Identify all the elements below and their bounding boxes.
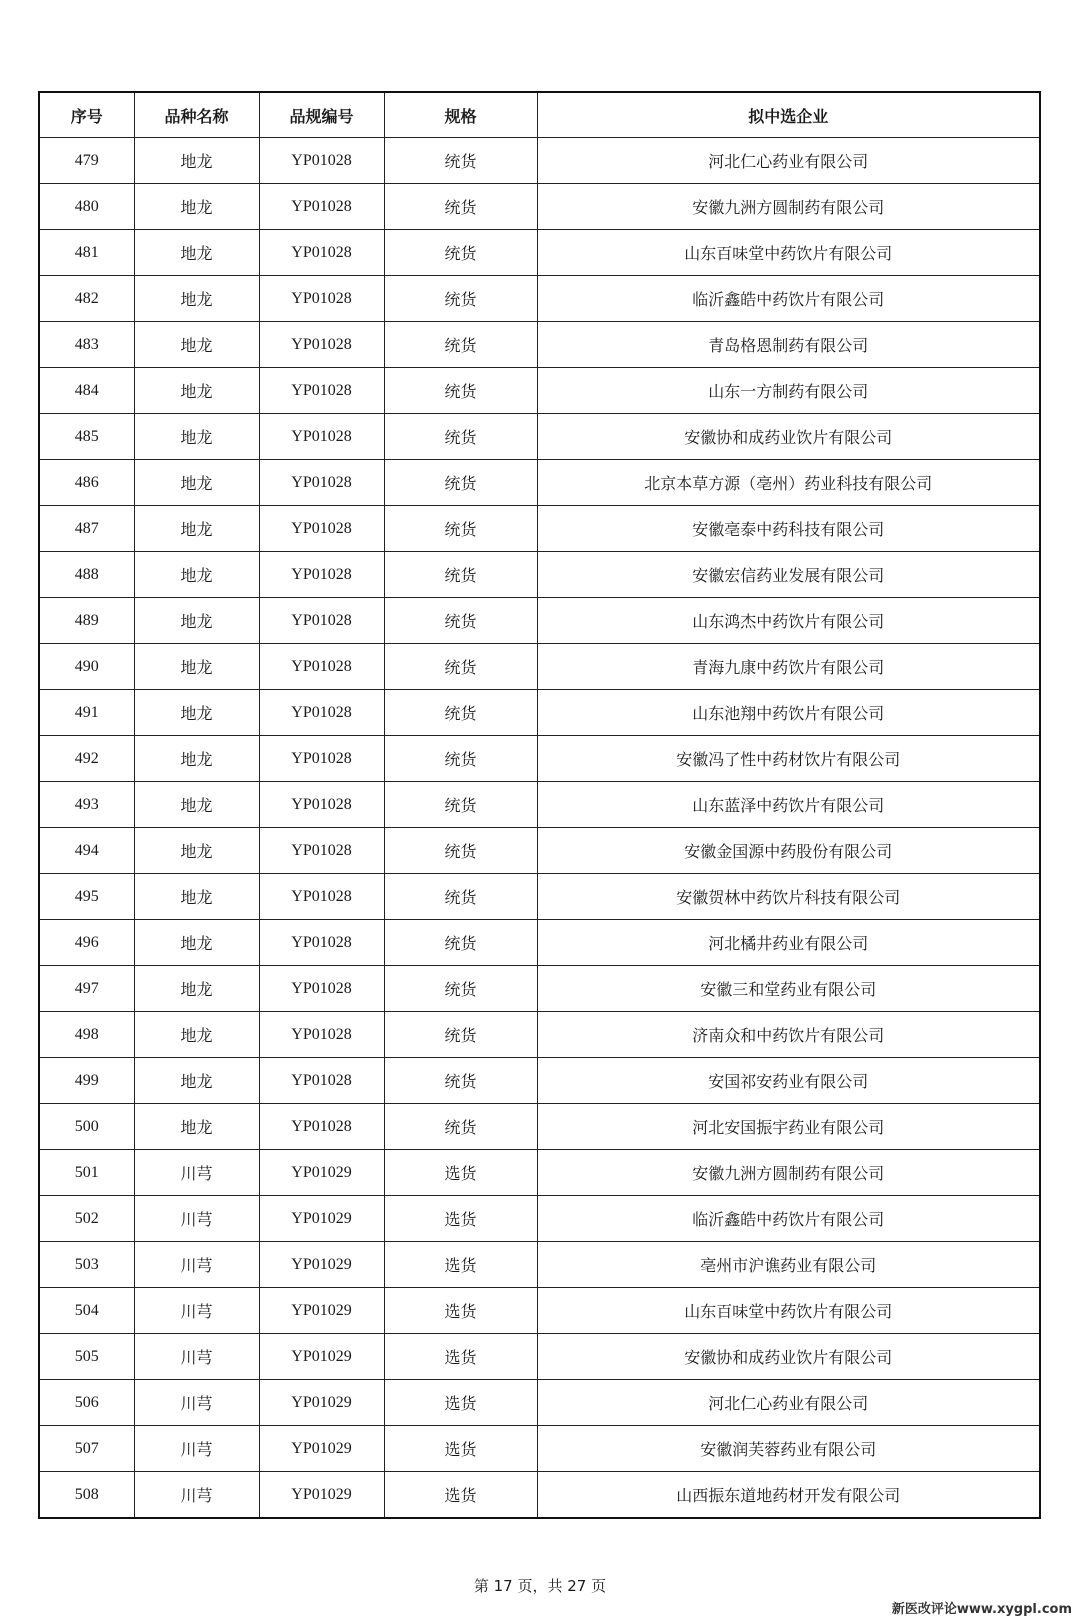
cell-company: 安徽润芙蓉药业有限公司	[537, 1426, 1040, 1472]
cell-spec-code: YP01029	[259, 1380, 384, 1426]
cell-spec-code: YP01028	[259, 138, 384, 184]
table-row	[39, 1104, 1040, 1150]
cell-spec-code: YP01028	[259, 322, 384, 368]
cell-company: 山西振东道地药材开发有限公司	[537, 1472, 1040, 1519]
cell-variety-name: 地龙	[134, 184, 259, 230]
cell-company: 安徽九洲方圆制药有限公司	[537, 184, 1040, 230]
results-table	[38, 91, 1041, 1519]
watermark-text: 新医改评论www.xygpl.com	[891, 1602, 1072, 1617]
cell-spec-code: YP01028	[259, 1012, 384, 1058]
page-number-text: 第 17 页，共 27 页	[473, 1577, 607, 1595]
cell-specification: 选货	[384, 1150, 537, 1196]
cell-index: 490	[39, 644, 134, 690]
table-row	[39, 414, 1040, 460]
cell-index: 500	[39, 1104, 134, 1150]
cell-company: 河北安国振宇药业有限公司	[537, 1104, 1040, 1150]
cell-specification: 统货	[384, 966, 537, 1012]
cell-index: 483	[39, 322, 134, 368]
cell-index: 506	[39, 1380, 134, 1426]
cell-spec-code: YP01028	[259, 920, 384, 966]
cell-company: 山东百味堂中药饮片有限公司	[537, 1288, 1040, 1334]
cell-specification: 统货	[384, 736, 537, 782]
cell-index: 482	[39, 276, 134, 322]
cell-variety-name: 川芎	[134, 1472, 259, 1519]
cell-spec-code: YP01028	[259, 184, 384, 230]
cell-company: 北京本草方源（亳州）药业科技有限公司	[537, 460, 1040, 506]
cell-spec-code: YP01029	[259, 1334, 384, 1380]
cell-spec-code: YP01029	[259, 1288, 384, 1334]
cell-spec-code: YP01028	[259, 552, 384, 598]
cell-spec-code: YP01028	[259, 966, 384, 1012]
cell-variety-name: 地龙	[134, 230, 259, 276]
header-selected-company: 拟中选企业	[537, 92, 1040, 138]
cell-variety-name: 川芎	[134, 1380, 259, 1426]
cell-index: 495	[39, 874, 134, 920]
cell-company: 青海九康中药饮片有限公司	[537, 644, 1040, 690]
cell-index: 486	[39, 460, 134, 506]
cell-spec-code: YP01028	[259, 828, 384, 874]
cell-spec-code: YP01029	[259, 1472, 384, 1519]
table-row	[39, 1150, 1040, 1196]
cell-index: 505	[39, 1334, 134, 1380]
cell-index: 480	[39, 184, 134, 230]
cell-index: 507	[39, 1426, 134, 1472]
cell-index: 484	[39, 368, 134, 414]
cell-specification: 统货	[384, 368, 537, 414]
cell-index: 489	[39, 598, 134, 644]
cell-spec-code: YP01029	[259, 1150, 384, 1196]
cell-company: 河北橘井药业有限公司	[537, 920, 1040, 966]
cell-company: 青岛格恩制药有限公司	[537, 322, 1040, 368]
cell-specification: 选货	[384, 1242, 537, 1288]
cell-specification: 统货	[384, 230, 537, 276]
cell-spec-code: YP01028	[259, 644, 384, 690]
cell-company: 安徽协和成药业饮片有限公司	[537, 1334, 1040, 1380]
cell-company: 山东蓝泽中药饮片有限公司	[537, 782, 1040, 828]
cell-specification: 选货	[384, 1380, 537, 1426]
table-row	[39, 184, 1040, 230]
cell-index: 488	[39, 552, 134, 598]
cell-specification: 统货	[384, 1104, 537, 1150]
cell-variety-name: 地龙	[134, 322, 259, 368]
table-row	[39, 598, 1040, 644]
cell-company: 安徽宏信药业发展有限公司	[537, 552, 1040, 598]
cell-index: 491	[39, 690, 134, 736]
table-row	[39, 1334, 1040, 1380]
header-spec-code: 品规编号	[259, 92, 384, 138]
table-row	[39, 1058, 1040, 1104]
results-table-container	[38, 91, 1039, 1519]
cell-company: 安徽协和成药业饮片有限公司	[537, 414, 1040, 460]
table-row	[39, 322, 1040, 368]
cell-spec-code: YP01028	[259, 460, 384, 506]
cell-spec-code: YP01028	[259, 1104, 384, 1150]
cell-variety-name: 地龙	[134, 368, 259, 414]
cell-company: 安徽亳泰中药科技有限公司	[537, 506, 1040, 552]
cell-spec-code: YP01028	[259, 414, 384, 460]
cell-variety-name: 川芎	[134, 1196, 259, 1242]
cell-specification: 统货	[384, 782, 537, 828]
cell-spec-code: YP01028	[259, 598, 384, 644]
table-row	[39, 368, 1040, 414]
table-row	[39, 552, 1040, 598]
table-row	[39, 736, 1040, 782]
cell-specification: 统货	[384, 920, 537, 966]
cell-spec-code: YP01028	[259, 506, 384, 552]
cell-company: 河北仁心药业有限公司	[537, 1380, 1040, 1426]
cell-company: 临沂鑫皓中药饮片有限公司	[537, 276, 1040, 322]
page-footer	[0, 1575, 1080, 1596]
cell-variety-name: 地龙	[134, 644, 259, 690]
cell-spec-code: YP01029	[259, 1196, 384, 1242]
table-row	[39, 1426, 1040, 1472]
cell-specification: 统货	[384, 184, 537, 230]
cell-company: 山东池翔中药饮片有限公司	[537, 690, 1040, 736]
table-row	[39, 644, 1040, 690]
table-row	[39, 460, 1040, 506]
cell-specification: 统货	[384, 506, 537, 552]
cell-company: 安国祁安药业有限公司	[537, 1058, 1040, 1104]
cell-specification: 统货	[384, 828, 537, 874]
cell-index: 487	[39, 506, 134, 552]
cell-specification: 统货	[384, 138, 537, 184]
cell-specification: 统货	[384, 1012, 537, 1058]
table-row	[39, 920, 1040, 966]
cell-spec-code: YP01028	[259, 736, 384, 782]
cell-variety-name: 地龙	[134, 920, 259, 966]
table-row	[39, 1288, 1040, 1334]
table-row	[39, 138, 1040, 184]
table-row	[39, 1380, 1040, 1426]
table-body	[39, 138, 1040, 1519]
cell-spec-code: YP01028	[259, 782, 384, 828]
cell-specification: 统货	[384, 1058, 537, 1104]
cell-company: 安徽三和堂药业有限公司	[537, 966, 1040, 1012]
cell-index: 485	[39, 414, 134, 460]
cell-specification: 选货	[384, 1426, 537, 1472]
cell-index: 494	[39, 828, 134, 874]
cell-variety-name: 地龙	[134, 1012, 259, 1058]
cell-spec-code: YP01028	[259, 276, 384, 322]
cell-spec-code: YP01029	[259, 1242, 384, 1288]
cell-index: 493	[39, 782, 134, 828]
cell-variety-name: 地龙	[134, 1104, 259, 1150]
cell-variety-name: 川芎	[134, 1426, 259, 1472]
table-row	[39, 230, 1040, 276]
cell-variety-name: 川芎	[134, 1150, 259, 1196]
cell-index: 479	[39, 138, 134, 184]
table-row	[39, 1012, 1040, 1058]
cell-specification: 统货	[384, 874, 537, 920]
cell-index: 503	[39, 1242, 134, 1288]
table-row	[39, 828, 1040, 874]
table-row	[39, 782, 1040, 828]
cell-specification: 统货	[384, 690, 537, 736]
cell-variety-name: 川芎	[134, 1242, 259, 1288]
cell-variety-name: 地龙	[134, 966, 259, 1012]
table-row	[39, 1242, 1040, 1288]
cell-specification: 选货	[384, 1472, 537, 1519]
cell-variety-name: 地龙	[134, 736, 259, 782]
cell-index: 504	[39, 1288, 134, 1334]
cell-variety-name: 地龙	[134, 460, 259, 506]
cell-variety-name: 地龙	[134, 598, 259, 644]
cell-spec-code: YP01029	[259, 1426, 384, 1472]
cell-specification: 统货	[384, 414, 537, 460]
cell-variety-name: 地龙	[134, 828, 259, 874]
header-index: 序号	[39, 92, 134, 138]
cell-spec-code: YP01028	[259, 230, 384, 276]
cell-index: 496	[39, 920, 134, 966]
cell-index: 499	[39, 1058, 134, 1104]
cell-specification: 统货	[384, 598, 537, 644]
cell-index: 501	[39, 1150, 134, 1196]
cell-index: 502	[39, 1196, 134, 1242]
cell-index: 492	[39, 736, 134, 782]
cell-spec-code: YP01028	[259, 1058, 384, 1104]
cell-index: 508	[39, 1472, 134, 1519]
cell-company: 安徽冯了性中药材饮片有限公司	[537, 736, 1040, 782]
header-specification: 规格	[384, 92, 537, 138]
cell-variety-name: 地龙	[134, 276, 259, 322]
cell-variety-name: 地龙	[134, 1058, 259, 1104]
table-row	[39, 690, 1040, 736]
table-row	[39, 966, 1040, 1012]
cell-specification: 统货	[384, 322, 537, 368]
table-row	[39, 1196, 1040, 1242]
cell-variety-name: 地龙	[134, 552, 259, 598]
cell-company: 济南众和中药饮片有限公司	[537, 1012, 1040, 1058]
cell-specification: 统货	[384, 276, 537, 322]
cell-company: 山东一方制药有限公司	[537, 368, 1040, 414]
table-row	[39, 874, 1040, 920]
cell-variety-name: 川芎	[134, 1288, 259, 1334]
cell-company: 山东百味堂中药饮片有限公司	[537, 230, 1040, 276]
cell-variety-name: 川芎	[134, 1334, 259, 1380]
cell-spec-code: YP01028	[259, 368, 384, 414]
cell-variety-name: 地龙	[134, 690, 259, 736]
cell-company: 安徽金国源中药股份有限公司	[537, 828, 1040, 874]
cell-variety-name: 地龙	[134, 138, 259, 184]
cell-index: 498	[39, 1012, 134, 1058]
cell-variety-name: 地龙	[134, 874, 259, 920]
cell-variety-name: 地龙	[134, 506, 259, 552]
cell-specification: 选货	[384, 1196, 537, 1242]
cell-variety-name: 地龙	[134, 414, 259, 460]
cell-spec-code: YP01028	[259, 690, 384, 736]
cell-company: 安徽九洲方圆制药有限公司	[537, 1150, 1040, 1196]
cell-specification: 统货	[384, 460, 537, 506]
table-row	[39, 506, 1040, 552]
cell-company: 临沂鑫皓中药饮片有限公司	[537, 1196, 1040, 1242]
table-row	[39, 276, 1040, 322]
cell-index: 497	[39, 966, 134, 1012]
cell-variety-name: 地龙	[134, 782, 259, 828]
cell-spec-code: YP01028	[259, 874, 384, 920]
cell-index: 481	[39, 230, 134, 276]
cell-specification: 选货	[384, 1334, 537, 1380]
cell-company: 安徽贺林中药饮片科技有限公司	[537, 874, 1040, 920]
cell-specification: 选货	[384, 1288, 537, 1334]
cell-company: 山东鸿杰中药饮片有限公司	[537, 598, 1040, 644]
table-header-row	[39, 92, 1040, 138]
table-row	[39, 1472, 1040, 1519]
cell-specification: 统货	[384, 644, 537, 690]
header-variety-name: 品种名称	[134, 92, 259, 138]
cell-specification: 统货	[384, 552, 537, 598]
cell-company: 河北仁心药业有限公司	[537, 138, 1040, 184]
cell-company: 亳州市沪谯药业有限公司	[537, 1242, 1040, 1288]
